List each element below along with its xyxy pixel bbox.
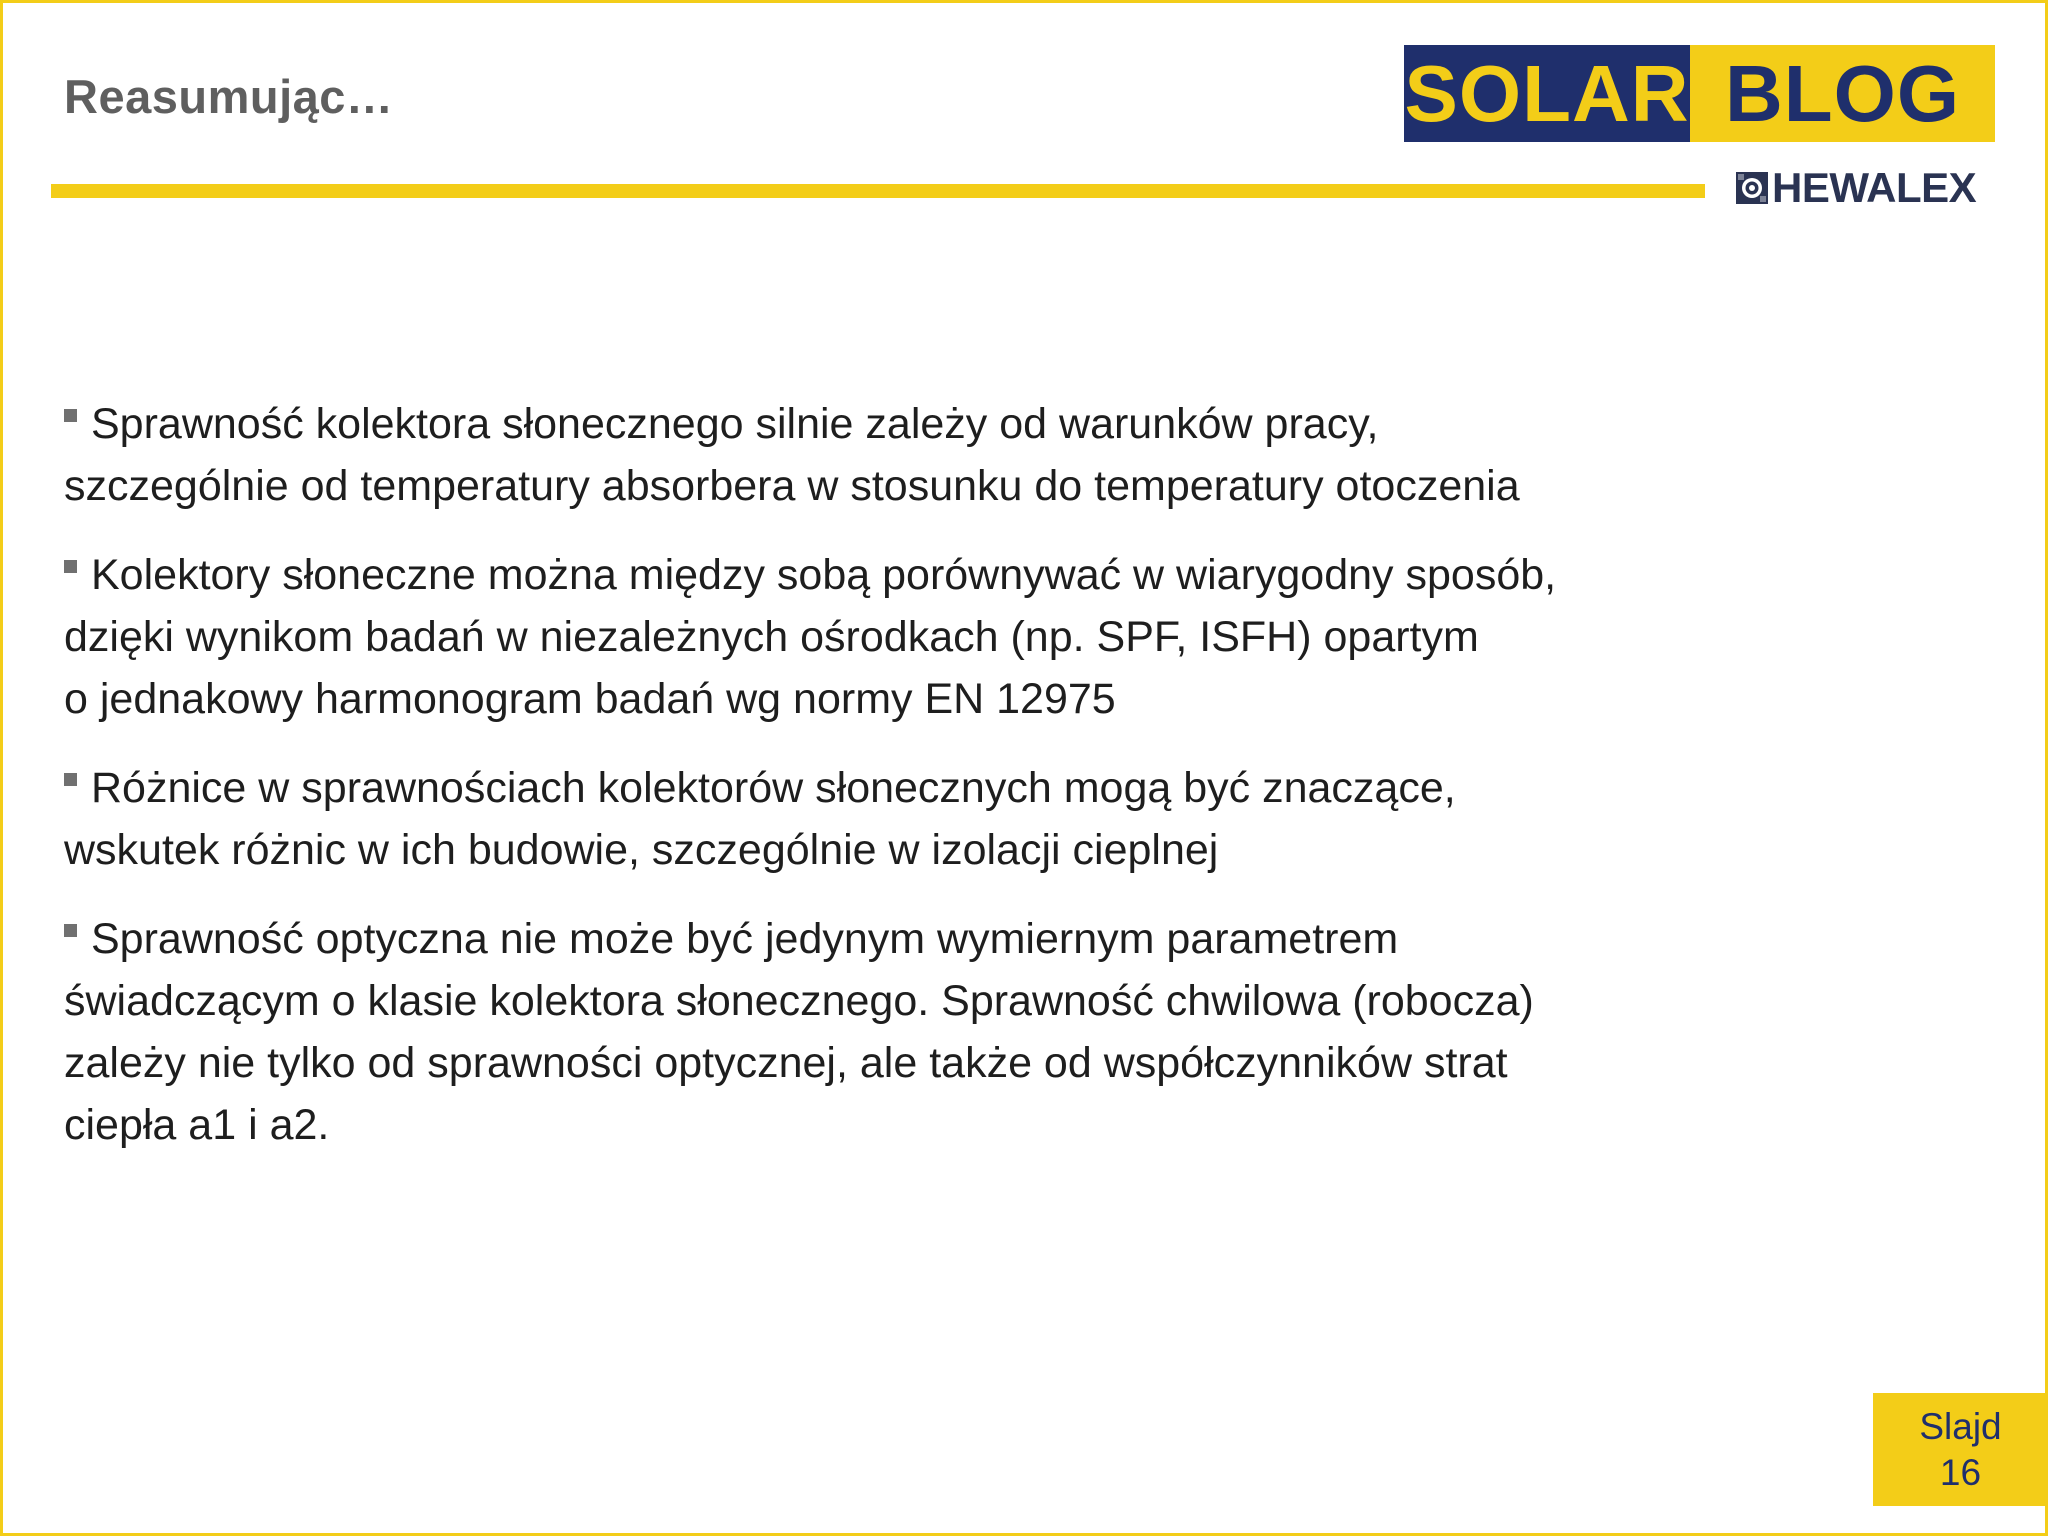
bullet-line: wskutek różnic w ich budowie, szczególnie w izolacji cieplnej — [64, 826, 1219, 874]
bullet-line: świadczącym o klasie kolektora słonecznego. Sprawność chwilowa (robocza) — [64, 977, 1534, 1025]
bullet-line: Sprawność optyczna nie może być jedynym wymiernym parametrem — [91, 915, 1399, 963]
bullet-item — [64, 757, 1964, 881]
bullet-line: szczególnie od temperatury absorbera w stosunku do temperatury otoczenia — [64, 462, 1520, 510]
bullet-line: Sprawność kolektora słonecznego silnie zależy od warunków pracy, — [91, 400, 1379, 448]
hewalex-logo-icon — [1736, 172, 1768, 204]
bullet-item — [64, 544, 1964, 730]
solarblog-logo-right: BLOG — [1690, 45, 1995, 142]
solarblog-logo — [1404, 45, 1995, 142]
bullet-line: dzięki wynikom badań w niezależnych ośrodkach (np. SPF, ISFH) opartym — [64, 613, 1479, 661]
slide-label: Slajd — [1919, 1406, 2002, 1447]
hewalex-brand-text: HEWALEX — [1772, 164, 1977, 211]
slide-number-badge — [1873, 1393, 2048, 1506]
bullet-line: Kolektory słoneczne można między sobą porównywać w wiarygodny sposób, — [91, 551, 1557, 599]
bullet-line: zależy nie tylko od sprawności optycznej, ale także od współczynników strat — [64, 1039, 1508, 1087]
hewalex-brand — [1736, 165, 1976, 211]
square-bullet-icon — [64, 560, 77, 573]
bullet-line: ciepła a1 i a2. — [64, 1101, 330, 1149]
bullet-line: Różnice w sprawnościach kolektorów słonecznych mogą być znaczące, — [91, 764, 1456, 812]
square-bullet-icon — [64, 409, 77, 422]
bullet-item — [64, 908, 1964, 1156]
bullet-list — [64, 393, 1964, 1183]
slide-title: Reasumując… — [64, 70, 394, 123]
bullet-item — [64, 393, 1964, 517]
title-rule — [51, 184, 1705, 198]
square-bullet-icon — [64, 924, 77, 937]
bullet-line: o jednakowy harmonogram badań wg normy EN 12975 — [64, 675, 1116, 723]
square-bullet-icon — [64, 773, 77, 786]
solarblog-logo-left: SOLAR — [1404, 45, 1690, 142]
slide-number: 16 — [1939, 1452, 1982, 1493]
